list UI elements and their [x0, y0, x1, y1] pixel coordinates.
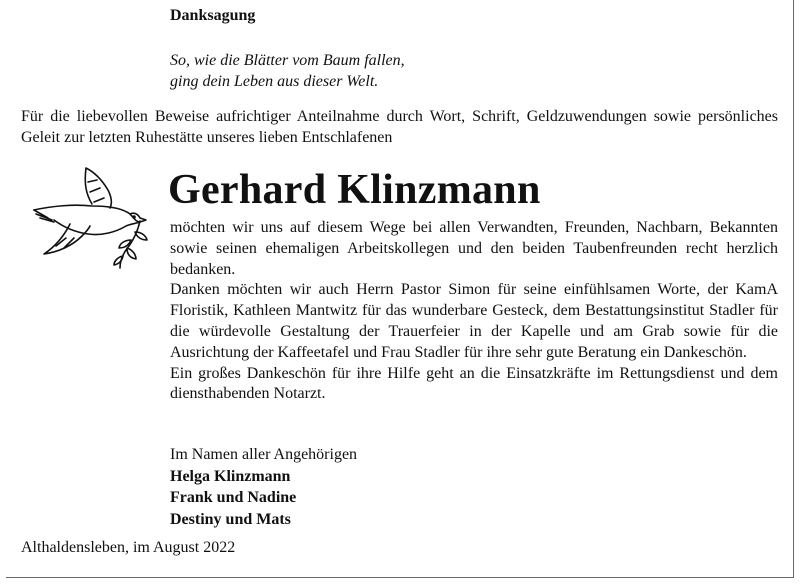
- notice-heading: Danksagung: [170, 7, 256, 24]
- poem-line: ging dein Leben aus dieser Welt.: [170, 73, 379, 90]
- deceased-name: Gerhard Klinzmann: [168, 167, 541, 213]
- signature-name: Destiny und Mats: [170, 510, 291, 528]
- poem: [170, 50, 405, 92]
- thanks-paragraph: Ein großes Dankeschön für ihre Hilfe geht an die Einsatzkräfte im Rettungsdienst und dem diensthabenden Notarzt.: [170, 364, 778, 403]
- thanks-paragraph: möchten wir uns auf diesem Wege bei allen Verwandten, Freunden, Nachbarn, Bekannten sowie seinen ehemaligen Arbeitskollegen und den beiden Taubenfreunden recht herzlich bedanken.: [170, 219, 778, 278]
- dove-with-olive-branch-icon: [30, 158, 160, 270]
- signature-intro: Im Namen aller Angehörigen: [170, 446, 358, 463]
- intro-text: Für die liebevollen Beweise aufrichtiger Anteilnahme durch Wort, Schrift, Geldzuwendungen sowie persönliches Geleit zur letzten Ruhestätte unseres lieben Entschlafenen: [21, 108, 778, 146]
- signature-name: Helga Klinzmann: [170, 467, 291, 485]
- signature-name: Frank und Nadine: [170, 489, 297, 506]
- place-and-date: Althaldensleben, im August 2022: [21, 539, 236, 556]
- thanks-paragraph: Danken möchten wir auch Herrn Pastor Simon für seine einfühlsamen Worte, der KamA Floristik, Kathleen Mantwitz für das wunderbare Gesteck, dem Bestattungsinstitut Stadler für die würdevolle Gestaltung der Trauerfeier in der Kapelle und am Grab sowie für die Ausrichtung der Kaffeetafel und Frau Stadler für ihre sehr gute Beratung ein Dankeschön.: [170, 281, 778, 361]
- signature-block: [170, 444, 357, 530]
- poem-line: So, wie die Blätter vom Baum fallen,: [170, 52, 405, 69]
- thanks-body: [170, 218, 778, 405]
